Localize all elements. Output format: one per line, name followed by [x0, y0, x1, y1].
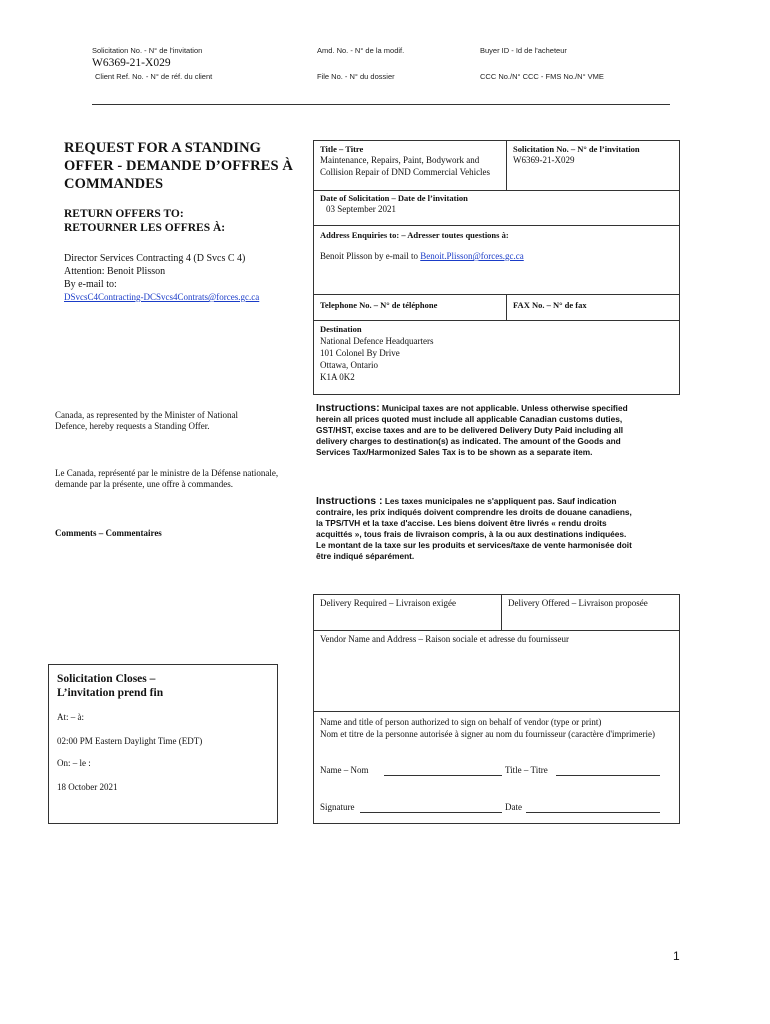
instructions-fr-text: Les taxes municipales ne s'appliquent pas. Sauf indication contraire, les prix indiqués doivent comprendre les droits de douane canadiens, la TPS/TVH et la taxe d'accise. Les biens doivent être livrés « rendu droits acquittés », tous frais de livraison compris, à la ou aux destinations indiquées. Le montant de la taxe sur les produits et services/taxe de vente harmonisée doit être indiqué séparément.: [316, 496, 632, 561]
solicitation-cell: [507, 141, 679, 191]
solicitation-no-value: W6369-21-X029: [92, 57, 171, 69]
signature-input-line[interactable]: [360, 812, 502, 813]
by-email-line: By e-mail to:: [64, 279, 117, 290]
destination-line-2: 101 Colonel By Drive: [320, 348, 400, 358]
enquiries-label: Address Enquiries to: – Adresser toutes questions à:: [320, 230, 509, 240]
authorized-person-fr: Nom et titre de la personne autorisée à signer au nom du fournisseur (caractère d'imprimerie): [320, 729, 655, 739]
signatory-cell: [314, 712, 679, 823]
vendor-name-cell[interactable]: [314, 631, 679, 712]
solicitation-cell-value: W6369-21-X029: [513, 155, 575, 165]
instructions-en-heading: Instructions:: [316, 402, 380, 414]
solicitation-cell-label: Solicitation No. – N° de l’invitation: [513, 144, 640, 154]
closes-time: 02:00 PM Eastern Daylight Time (EDT): [57, 736, 203, 746]
attention-line: Attention: Benoit Plisson: [64, 266, 166, 277]
enquiries-cell: [314, 226, 679, 295]
director-line: Director Services Contracting 4 (D Svcs C 4): [64, 253, 246, 264]
telephone-cell: [314, 295, 507, 321]
closes-on-label: On: – le :: [57, 758, 91, 768]
destination-line-4: K1A 0K2: [320, 372, 355, 382]
title-field-label: Title – Titre: [505, 765, 548, 775]
delivery-required-cell[interactable]: [314, 595, 502, 631]
header-divider: [92, 104, 670, 105]
vendor-name-label: Vendor Name and Address – Raison sociale et adresse du fournisseur: [320, 634, 569, 644]
destination-label: Destination: [320, 324, 362, 334]
instructions-en: [316, 403, 634, 458]
closes-title-line2: L’invitation prend fin: [57, 687, 164, 699]
return-offers-en: RETURN OFFERS TO:: [64, 208, 184, 220]
title-value: Maintenance, Repairs, Paint, Bodywork and Collision Repair of DND Commercial Vehicles: [320, 155, 491, 177]
amd-no-label: Amd. No. - N° de la modif.: [317, 46, 405, 55]
return-offers-fr: RETOURNER LES OFFRES À:: [64, 222, 226, 234]
title-input-line[interactable]: [556, 775, 660, 776]
date-of-solicitation-label: Date of Solicitation – Date de l’invitation: [320, 193, 468, 203]
enquiries-email-link[interactable]: Benoit.Plisson@forces.gc.ca: [420, 251, 524, 261]
delivery-required-label: Delivery Required – Livraison exigée: [320, 598, 456, 608]
closes-title-line1: Solicitation Closes –: [57, 673, 156, 685]
date-field-label: Date: [505, 802, 522, 812]
name-label: Name – Nom: [320, 765, 369, 775]
date-of-solicitation-value: 03 September 2021: [326, 204, 396, 214]
enquiries-text: Benoit Plisson by e-mail to: [320, 251, 418, 261]
closes-date: 18 October 2021: [57, 782, 118, 792]
delivery-offered-label: Delivery Offered – Livraison proposée: [508, 598, 648, 608]
delivery-offered-cell[interactable]: [502, 595, 679, 631]
canada-request-fr: Le Canada, représenté par le ministre de la Défense nationale, demande par la présente, une offre à commandes.: [55, 468, 279, 489]
name-input-line[interactable]: [384, 775, 502, 776]
solicitation-closes-box: [48, 664, 278, 824]
date-input-line[interactable]: [526, 812, 660, 813]
buyer-id-label: Buyer ID - Id de l'acheteur: [480, 46, 567, 55]
client-ref-label: Client Ref. No. - N° de réf. du client: [95, 72, 213, 81]
ccc-no-label: CCC No./N° CCC - FMS No./N° VME: [480, 72, 604, 81]
instructions-fr: [316, 496, 638, 562]
file-no-label: File No. - N° du dossier: [317, 72, 395, 81]
vendor-box: [313, 594, 680, 824]
return-email-link[interactable]: DSvcsC4Contracting-DCSvcs4Contrats@forces.gc.ca: [64, 292, 260, 302]
canada-request-en: Canada, as represented by the Minister of National Defence, hereby requests a Standing Offer.: [55, 410, 238, 431]
title-label: Title – Titre: [320, 144, 364, 154]
authorized-person-en: Name and title of person authorized to sign on behalf of vendor (type or print): [320, 717, 602, 727]
document-title: REQUEST FOR A STANDING OFFER - DEMANDE D’OFFRES À COMMANDES: [64, 140, 293, 192]
title-cell: [314, 141, 507, 191]
telephone-label: Telephone No. – N° de téléphone: [320, 300, 438, 310]
fax-label: FAX No. – N° de fax: [513, 300, 587, 310]
signature-label: Signature: [320, 802, 355, 812]
comments-label: Comments – Commentaires: [55, 528, 162, 538]
fax-cell: [507, 295, 679, 321]
destination-line-3: Ottawa, Ontario: [320, 360, 378, 370]
destination-cell: [314, 321, 679, 394]
page-number: 1: [673, 949, 680, 963]
enquiries-line: [320, 251, 524, 263]
instructions-fr-heading: Instructions :: [316, 495, 383, 507]
solicitation-no-label: Solicitation No. - N° de l'invitation: [92, 46, 203, 55]
closes-at-label: At: – à:: [57, 712, 84, 722]
solicitation-info-box: [313, 140, 680, 395]
date-of-solicitation-cell: [314, 191, 679, 226]
destination-line-1: National Defence Headquarters: [320, 336, 434, 346]
instructions-en-text: Municipal taxes are not applicable. Unless otherwise specified herein all prices quoted must include all applicable Canadian customs duties, GST/HST, excise taxes and are to be delivered Delivery Duty Paid including all delivery charges to destination(s) as indicated. The amount of the Goods and Services Tax/Harmonized Sales Tax is to be shown as a separate item.: [316, 403, 628, 457]
